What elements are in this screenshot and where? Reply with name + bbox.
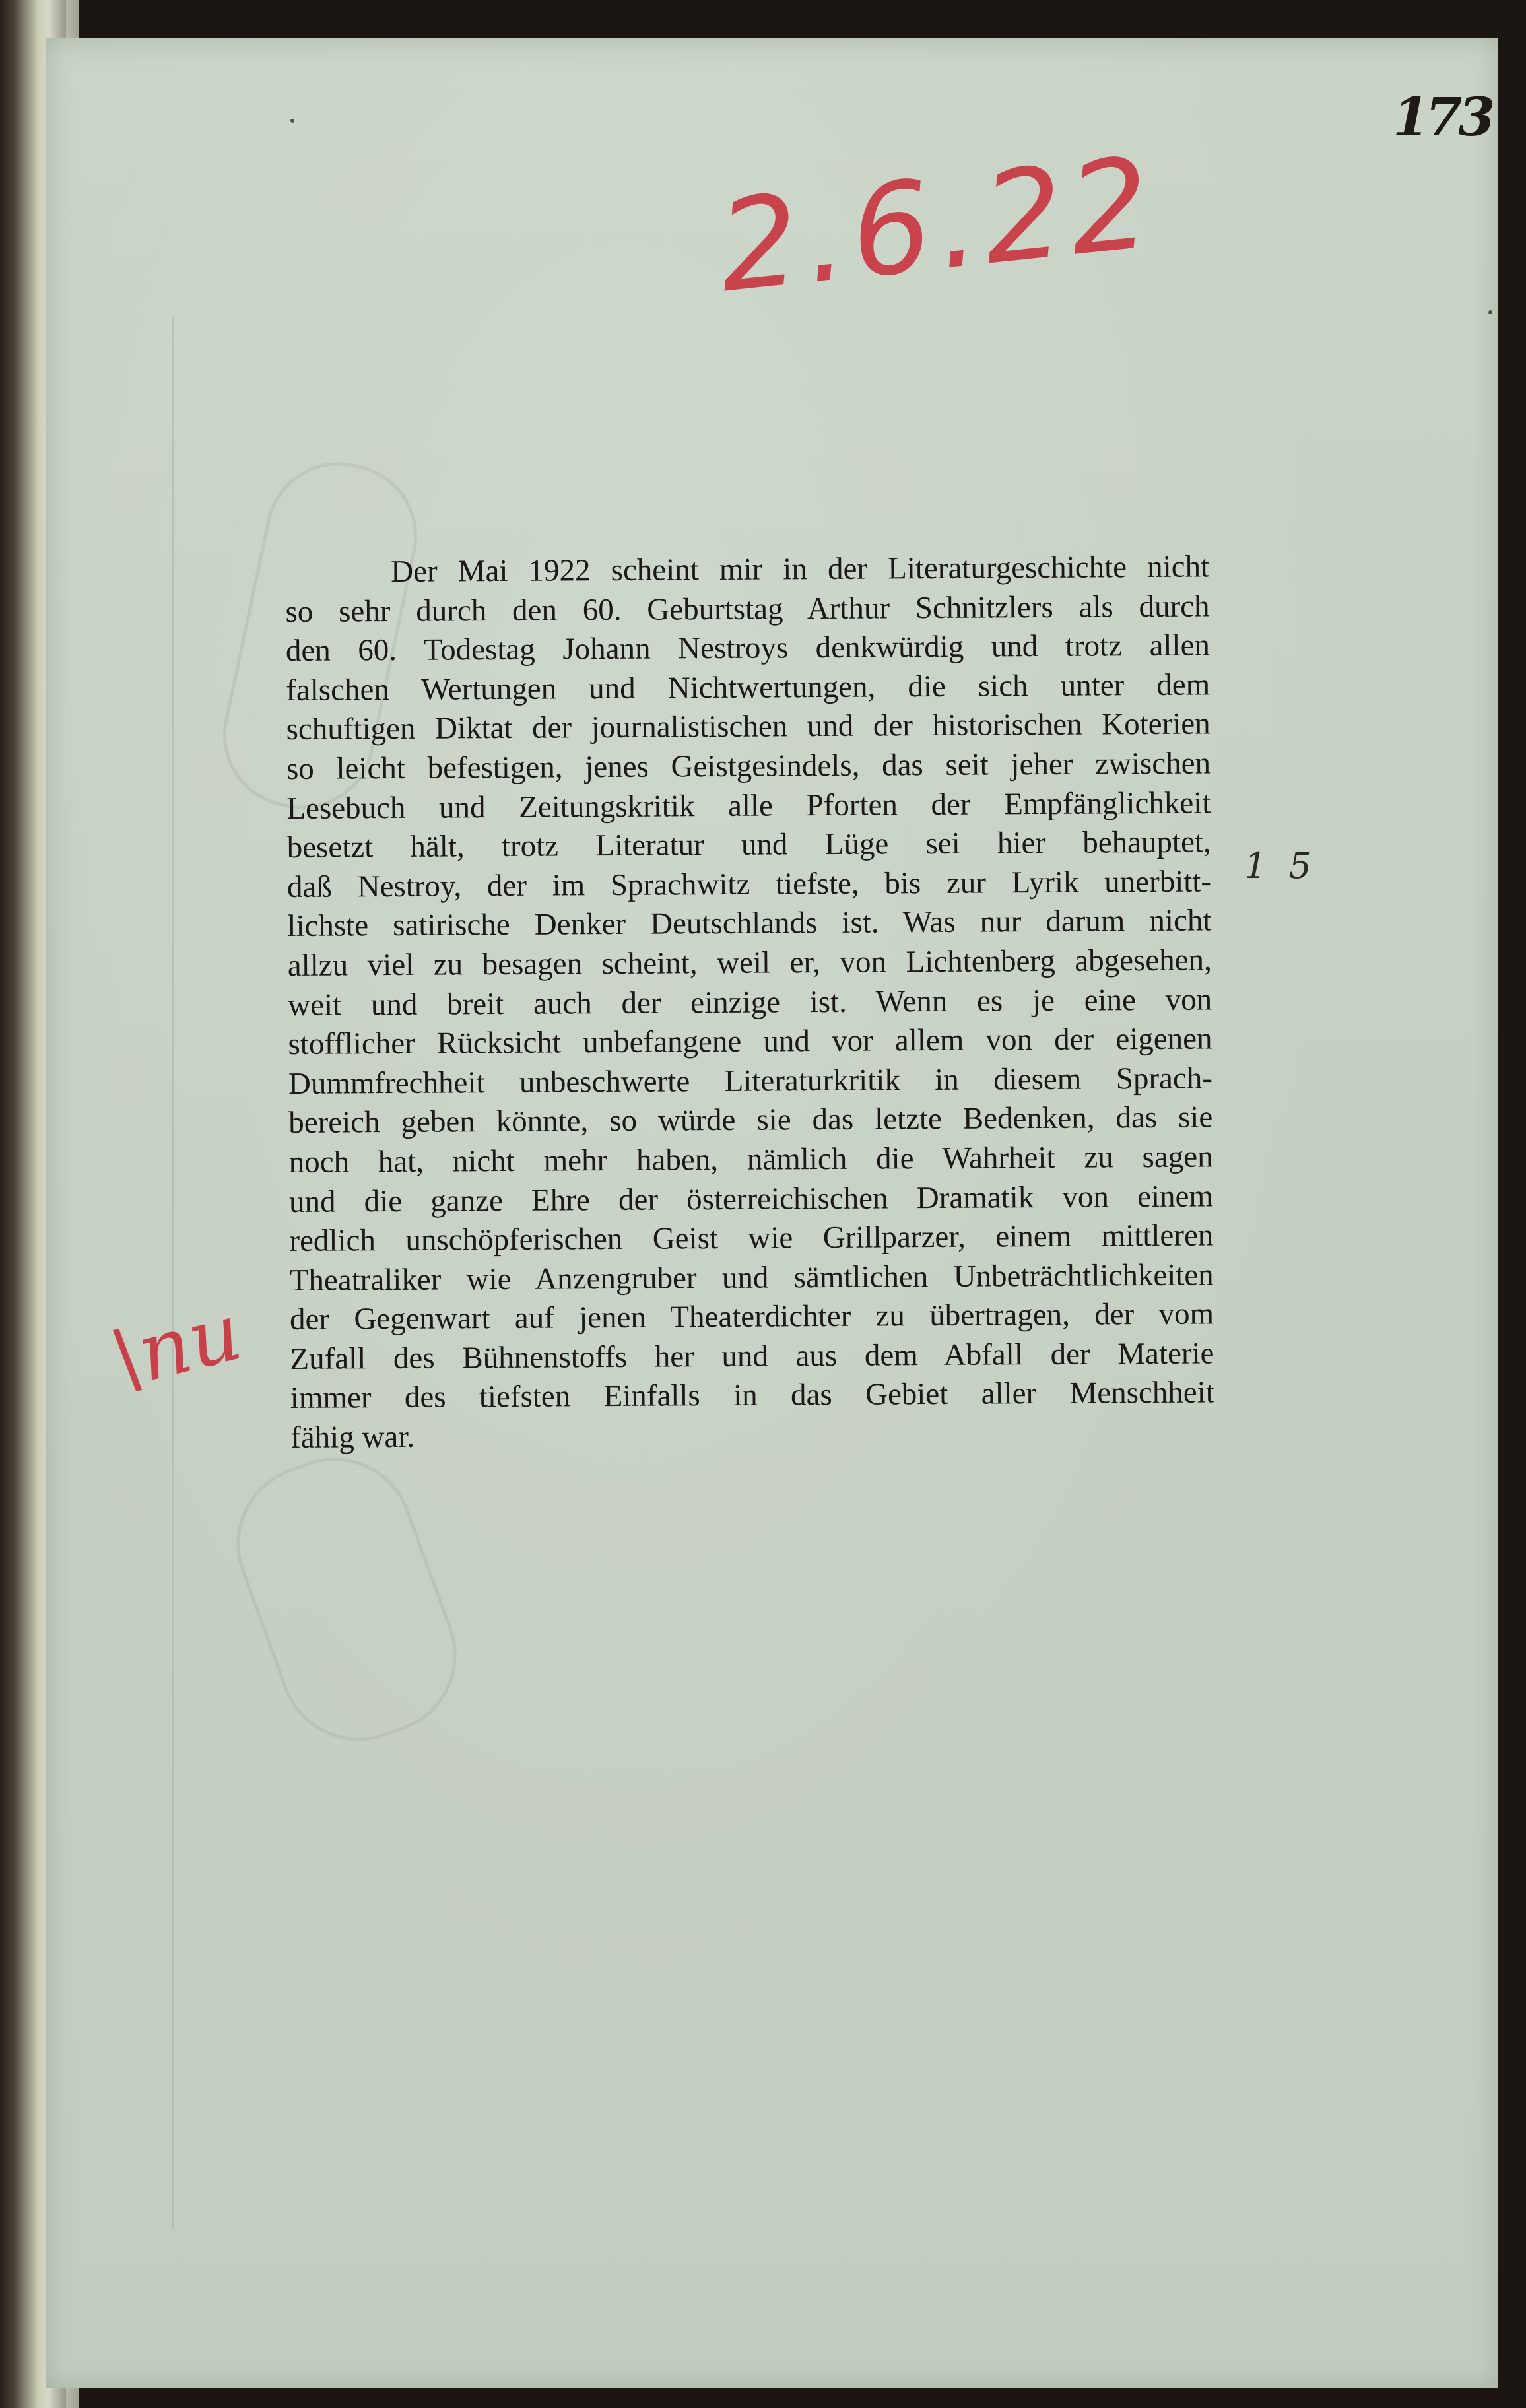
- text-line: Der Mai 1922 scheint mir in der Literaturgeschichte nicht: [391, 549, 1210, 589]
- text-line: so sehr durch den 60. Geburtstag Arthur Schnitzlers als durch: [285, 589, 1210, 629]
- pencil-annotation: 1 5: [1244, 845, 1317, 886]
- speck: [1488, 310, 1492, 314]
- folio-number: 173: [1393, 86, 1491, 148]
- handwritten-date: 2.6.22: [712, 129, 1164, 321]
- text-line: besetzt hält, trotz Literatur und Lüge sei hier behauptet,: [286, 824, 1211, 865]
- text-line: stofflicher Rücksicht unbefangene und vor allem von der eigenen: [288, 1021, 1212, 1062]
- text-line: Zufall des Bühnenstoffs her und aus dem Abfall der Materie: [290, 1336, 1214, 1376]
- text-line: redlich unschöpferischen Geist wie Grillparzer, einem mittleren: [289, 1218, 1214, 1259]
- text-line: bereich geben könnte, so würde sie das letzte Bedenken, das sie: [288, 1100, 1213, 1141]
- text-line: so leicht befestigen, jenes Geistgesindels, das seit jeher zwischen: [286, 746, 1211, 786]
- text-line: der Gegenwart auf jenen Theaterdichter zu übertragen, der vom: [289, 1296, 1214, 1337]
- speck: [290, 119, 294, 123]
- text-line: den 60. Todestag Johann Nestroys denkwürdig und trotz allen: [285, 628, 1211, 669]
- text-line: lichste satirische Denker Deutschlands ist. Was nur darum nicht: [287, 903, 1212, 944]
- margin-annotation: \nu: [103, 1286, 250, 1407]
- typed-body-text: [285, 547, 1214, 1457]
- text-line: immer des tiefsten Einfalls in das Gebiet aller Menschheit: [290, 1375, 1214, 1416]
- text-line: allzu viel zu besagen scheint, weil er, von Lichtenberg abgesehen,: [287, 943, 1212, 983]
- text-line: Dummfrechheit unbeschwerte Literaturkritik in diesem Sprach-: [288, 1061, 1213, 1101]
- text-line: schuftigen Diktat der journalistischen und der historischen Koterien: [286, 706, 1211, 747]
- text-line: fähig war.: [290, 1419, 415, 1455]
- text-line: und die ganze Ehre der österreichischen Dramatik von einem: [288, 1178, 1214, 1219]
- text-line: Lesebuch und Zeitungskritik alle Pforten der Empfänglichkeit: [286, 786, 1211, 826]
- text-line: daß Nestroy, der im Sprachwitz tiefste, bis zur Lyrik unerbitt-: [286, 864, 1212, 904]
- text-line: falschen Wertungen und Nichtwertungen, die sich unter dem: [286, 667, 1211, 708]
- text-line: Theatraliker wie Anzengruber und sämtlichen Unbeträchtlichkeiten: [289, 1257, 1214, 1298]
- text-line: weit und breit auch der einzige ist. Wenn es je eine von: [288, 982, 1212, 1022]
- text-line: noch hat, nicht mehr haben, nämlich die Wahrheit zu sagen: [288, 1139, 1213, 1180]
